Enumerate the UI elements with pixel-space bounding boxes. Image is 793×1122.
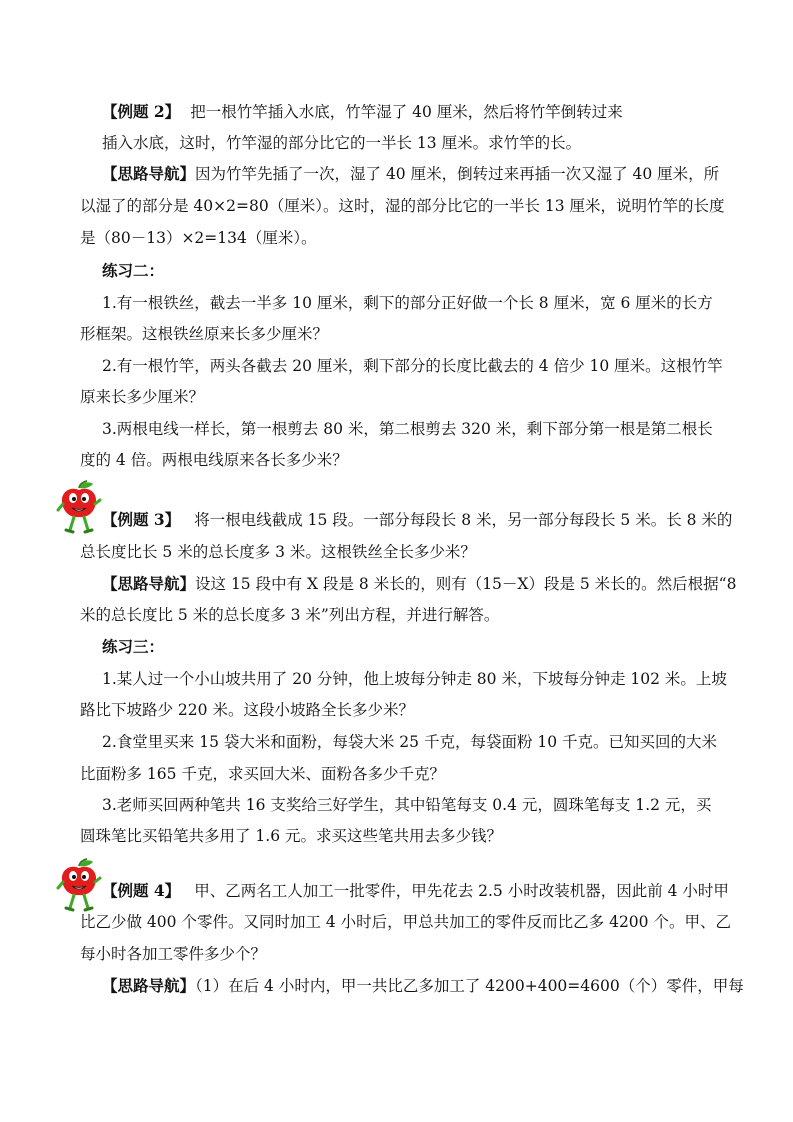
example-2-tag: 【例题 2】	[102, 102, 181, 121]
practice-2-heading: 练习二：	[102, 261, 165, 280]
example-4-hint-tag: 【思路导航】	[102, 976, 196, 995]
example-2-hint-tag: 【思路导航】	[102, 164, 196, 183]
practice-3-q2-line-2: 比面粉多 165 千克，求买回大米、面粉各多少千克？	[80, 765, 445, 783]
example-4-text-1: 甲、乙两名工人加工一批零件，甲先花去 2.5 小时改装机器，因此前 4 小时甲	[194, 882, 729, 900]
practice-2-q2-line-2: 原来长多少厘米？	[80, 388, 205, 406]
apple-mascot-icon	[56, 858, 102, 916]
example-3-line-2: 总长度比长 5 米的总长度多 3 米。这根铁丝全长多少米？	[80, 543, 476, 561]
practice-3-q3-line-2: 圆珠笔比买铅笔共多用了 1.6 元。求买这些笔共用去多少钱？	[80, 827, 503, 845]
example-3-text-1: 将一根电线截成 15 段。一部分每段长 8 米，另一部分每段长 5 米。长 8 米的	[194, 511, 733, 529]
example-3-hint-line-1	[102, 574, 737, 594]
example-2-hint-line-2: 以湿了的部分是 40×2=80（厘米）。这时，湿的部分比它的一半长 13 厘米，说明竹竿的长度	[80, 197, 725, 215]
practice-2-q3-line-2: 度的 4 倍。两根电线原来各长多少米？	[80, 451, 348, 469]
apple-mascot-icon	[56, 480, 102, 538]
practice-3-heading: 练习三：	[102, 637, 165, 656]
example-3-hint-text-1: 设这 15 段中有 X 段是 8 米长的，则有（15－X）段是 5 米长的。然后根据“8	[195, 575, 737, 593]
practice-3-q3-line-1: 3.老师买回两种笔共 16 支奖给三好学生，其中铅笔每支 0.4 元，圆珠笔每支 1.2 元，买	[102, 796, 712, 814]
example-2-hint-line-1	[102, 164, 722, 184]
example-4-tag: 【例题 4】	[102, 881, 181, 900]
example-4-line-2: 比乙少做 400 个零件。又同时加工 4 小时后，甲总共加工的零件反而比乙多 4200 个。甲、乙	[80, 913, 731, 931]
practice-2-q1-line-2: 形框架。这根铁丝原来长多少厘米？	[80, 325, 329, 343]
example-3-line-1	[102, 510, 733, 530]
example-2-line-1	[102, 102, 722, 122]
example-3-tag: 【例题 3】	[102, 510, 181, 529]
practice-3-q1-line-2: 路比下坡路少 220 米。这段小坡路全长多少米？	[80, 701, 414, 719]
example-4-hint-text-1: （1）在后 4 小时内，甲一共比乙多加工了 4200+400=4600（个）零件，甲每	[195, 977, 744, 995]
example-2-hint-line-3: 是（80－13）×2=134（厘米）。	[80, 229, 317, 247]
example-2-line-2: 插入水底，这时，竹竿湿的部分比它的一半长 13 厘米。求竹竿的长。	[102, 134, 582, 152]
practice-2-q1-line-1: 1.有一根铁丝，截去一半多 10 厘米，剩下的部分正好做一个长 8 厘米，宽 6 厘米的长方	[102, 294, 713, 312]
example-2-hint-text-1: 因为竹竿先插了一次，湿了 40 厘米，倒转过来再插一次又湿了 40 厘米，所	[195, 165, 720, 183]
example-3-hint-line-2: 米的总长度比 5 米的总长度多 3 米”列出方程，并进行解答。	[80, 606, 500, 624]
example-4-hint-line-1	[102, 976, 744, 996]
example-2-text-1: 把一根竹竿插入水底，竹竿湿了 40 厘米，然后将竹竿倒转过来	[190, 103, 623, 121]
example-4-line-1	[102, 881, 729, 901]
practice-3-q2-line-1: 2.食堂里买来 15 袋大米和面粉，每袋大米 25 千克，每袋面粉 10 千克。已知买回的大米	[102, 733, 718, 751]
example-3-hint-tag: 【思路导航】	[102, 574, 196, 593]
practice-2-q2-line-1: 2.有一根竹竿，两头各截去 20 厘米，剩下部分的长度比截去的 4 倍少 10 厘米。这根竹竿	[102, 357, 723, 375]
example-4-line-3: 每小时各加工零件多少个？	[80, 945, 267, 963]
practice-3-q1-line-1: 1.某人过一个小山坡共用了 20 分钟，他上坡每分钟走 80 米，下坡每分钟走 102 米。上坡	[102, 670, 727, 688]
practice-2-q3-line-1: 3.两根电线一样长，第一根剪去 80 米，第二根剪去 320 米，剩下部分第一根是第二根长	[102, 420, 713, 438]
